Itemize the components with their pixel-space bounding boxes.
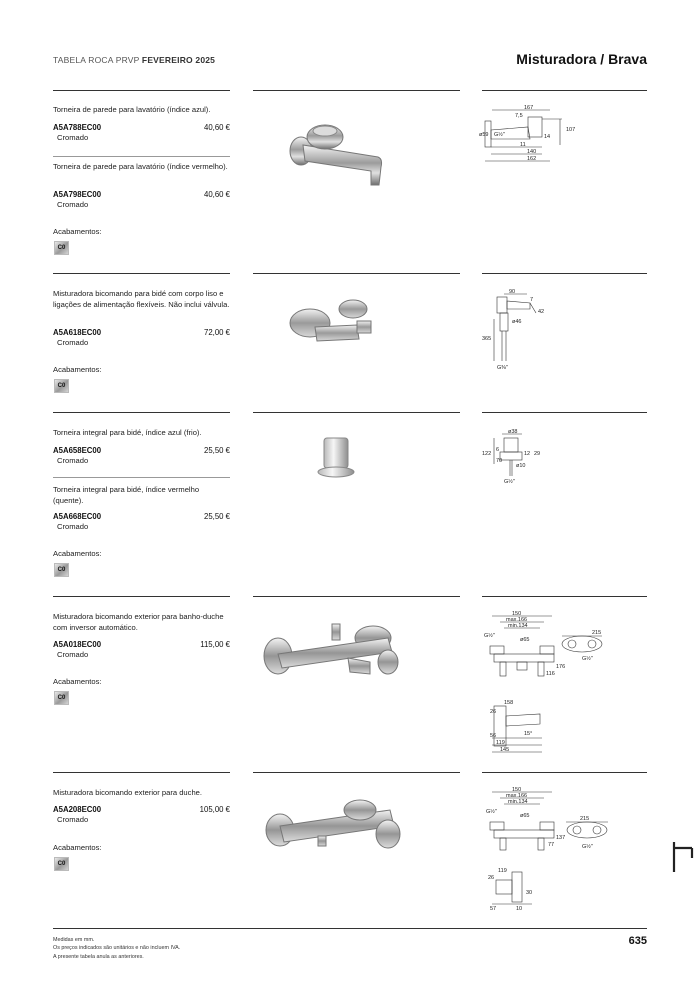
dim-label: 42 (538, 309, 545, 315)
footer-notes (53, 936, 180, 961)
page-title: Misturadora / Brava (516, 51, 647, 67)
dim-label: G½" (484, 633, 495, 639)
product-description: Torneira de parede para lavatório (índice azul). (53, 105, 211, 114)
dim-label: 26 (488, 875, 495, 881)
dim-label: 162 (527, 156, 537, 162)
dim-label: 150 (512, 611, 522, 617)
product-finish: Cromado (57, 338, 89, 347)
dim-label: 176 (556, 664, 566, 670)
dim-label: 116 (546, 671, 555, 677)
chrome-swatch-icon: C0 (54, 691, 69, 705)
dim-label: 119 (496, 740, 505, 746)
shower-mixer-photo (258, 796, 413, 858)
dim-label: 158 (504, 700, 514, 706)
dim-label: 215 (580, 816, 590, 822)
technical-drawing (482, 289, 647, 379)
dim-label: G⅜" (497, 365, 508, 371)
dim-label: 77 (548, 842, 555, 848)
catalog-header (53, 55, 215, 65)
dim-label: 29 (534, 451, 541, 457)
dim-label: 57 (490, 906, 497, 912)
finishes-label: Acabamentos: (53, 843, 102, 852)
divider (53, 90, 230, 91)
product-section-3 (53, 412, 647, 594)
divider (253, 596, 460, 597)
divider (253, 412, 460, 413)
chrome-swatch-icon: C0 (54, 857, 69, 871)
product-description: Torneira integral para bidé, índice azul (frio). (53, 428, 202, 437)
dim-label: 12 (524, 451, 531, 457)
dim-label: 56 (490, 733, 497, 739)
dim-label: G½" (504, 479, 515, 485)
dim-label: 150 (512, 787, 522, 793)
dim-label: max.166 (506, 793, 528, 799)
divider (482, 596, 647, 597)
dim-label: 7,5 (515, 113, 523, 119)
product-finish: Cromado (57, 650, 89, 659)
dim-label: max.166 (506, 617, 528, 623)
technical-drawing (479, 105, 647, 167)
dim-label: ø46 (512, 319, 522, 325)
product-price: 25,50 € (203, 446, 230, 455)
divider (53, 477, 230, 478)
divider (253, 772, 460, 773)
product-price: 40,60 € (203, 123, 230, 132)
divider (482, 90, 647, 91)
dim-label: G½" (582, 844, 593, 850)
product-finish: Cromado (57, 200, 89, 209)
chrome-swatch-icon: C0 (54, 563, 69, 577)
divider (482, 772, 647, 773)
dim-label: 137 (556, 835, 566, 841)
product-description: Misturadora bicomando para bidé com corpo liso e ligações de alimentação flexíveis. Não inclui válvula. (53, 289, 230, 309)
divider (482, 273, 647, 274)
dim-label: G½" (494, 132, 505, 138)
product-price: 115,00 € (200, 640, 230, 649)
catalog-header-date: FEVEREIRO 2025 (141, 55, 216, 65)
divider (53, 596, 230, 597)
dim-label: 11 (520, 142, 526, 148)
product-section-1 (53, 90, 647, 270)
divider (53, 772, 230, 773)
product-code: A5A788EC00 (53, 123, 102, 132)
dim-label: 122 (482, 451, 492, 457)
footer-note: A presente tabela anula as anteriores. (53, 953, 144, 960)
product-description: Misturadora bicomando exterior para duche. (53, 788, 203, 797)
dim-label: G½" (486, 809, 497, 815)
product-code: A5A618EC00 (53, 328, 102, 337)
product-price: 25,50 € (203, 512, 230, 521)
dim-label: 145 (500, 747, 510, 753)
divider (482, 412, 647, 413)
product-finish: Cromado (57, 522, 89, 531)
finishes-label: Acabamentos: (53, 227, 102, 236)
footer-divider (53, 928, 647, 929)
product-price: 40,60 € (203, 190, 230, 199)
product-price: 72,00 € (203, 328, 230, 337)
product-section-2 (53, 273, 647, 411)
divider (253, 273, 460, 274)
dim-label: ø65 (520, 637, 530, 643)
dim-label: 70 (496, 458, 503, 464)
dim-label: 15° (524, 731, 533, 737)
chrome-swatch-icon: C0 (54, 379, 69, 393)
chrome-swatch-icon: C0 (54, 241, 69, 255)
dim-label: ø65 (520, 813, 530, 819)
dim-label: 6 (496, 447, 500, 453)
dim-label: ø10 (516, 463, 526, 469)
bath-shower-mixer-photo (258, 618, 413, 688)
dim-label: G½" (582, 656, 593, 662)
bidet-mixer-photo (285, 293, 385, 353)
product-code: A5A658EC00 (53, 446, 102, 455)
dim-label: 30 (526, 890, 533, 896)
bidet-tap-photo (311, 434, 361, 482)
footer-note: Medidas em mm. (53, 937, 95, 943)
finishes-label: Acabamentos: (53, 677, 102, 686)
product-finish: Cromado (57, 133, 89, 142)
finishes-label: Acabamentos: (53, 365, 102, 374)
dim-label: ø38 (508, 429, 518, 435)
dim-label: 119 (498, 868, 507, 874)
dim-label: 140 (527, 149, 537, 155)
product-code: A5A668EC00 (53, 512, 102, 521)
dim-label: 14 (544, 134, 551, 140)
finishes-label: Acabamentos: (53, 549, 102, 558)
divider (253, 90, 460, 91)
divider (53, 156, 230, 157)
divider (53, 412, 230, 413)
dim-label: 7 (530, 297, 534, 303)
footer-note: Os preços indicados são unitários e não incluem IVA. (53, 945, 181, 952)
page-number: 635 (628, 935, 647, 947)
product-price: 105,00 € (199, 805, 230, 814)
catalog-header-prefix: TABELA ROCA PRVP (53, 55, 140, 65)
technical-drawing (482, 610, 647, 760)
product-description: Torneira integral para bidé, índice vermelho (quente). (53, 485, 200, 505)
dim-label: 215 (592, 630, 602, 636)
divider (53, 273, 230, 274)
technical-drawing (482, 428, 647, 488)
dim-label: 365 (482, 336, 492, 342)
dim-label: 90 (509, 289, 516, 295)
technical-drawing (482, 786, 647, 916)
product-code: A5A208EC00 (53, 805, 102, 814)
faucet-brand-icon (670, 840, 696, 874)
product-finish: Cromado (57, 456, 89, 465)
dim-label: 167 (524, 105, 534, 111)
product-description: Torneira de parede para lavatório (índice vermelho). (53, 162, 228, 171)
dim-label: 10 (516, 906, 523, 912)
product-finish: Cromado (57, 815, 89, 824)
dim-label: 26 (490, 709, 497, 715)
product-code: A5A018EC00 (53, 640, 102, 649)
dim-label: min.134 (508, 623, 528, 629)
product-description: Misturadora bicomando exterior para banho-duche com inversor automático. (53, 612, 224, 632)
product-section-4 (53, 596, 647, 771)
wall-tap-photo (283, 115, 413, 195)
product-code: A5A798EC00 (53, 190, 102, 199)
product-section-5 (53, 772, 647, 922)
dim-label: ø59 (479, 132, 489, 138)
dim-label: 107 (566, 127, 576, 133)
dim-label: min.134 (508, 799, 528, 805)
